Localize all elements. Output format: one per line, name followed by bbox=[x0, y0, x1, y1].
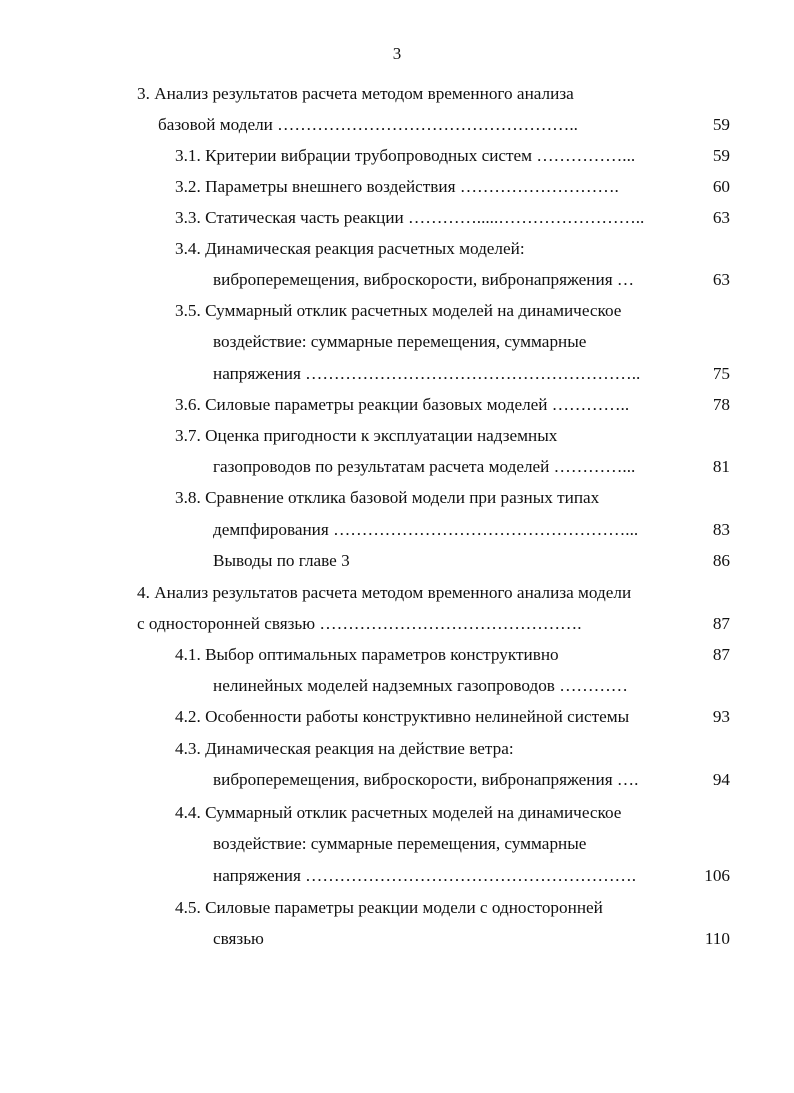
toc-entry-3-6: 3.6. Силовые параметры реакции базовых моделей ………….. bbox=[175, 395, 630, 414]
toc-entry-4-4-page: 106 bbox=[704, 866, 730, 885]
toc-entry-3-title-line1: 3. Анализ результатов расчета методом временного анализа bbox=[137, 84, 574, 103]
toc-entry-4-2-page: 93 bbox=[712, 707, 730, 726]
toc-entry-3-5-line3: напряжения ………………………………………………….. bbox=[213, 364, 641, 383]
toc-entry-3-7-line2: газопроводов по результатам расчета моделей …………... bbox=[213, 457, 636, 476]
toc-entry-3-5-line1: 3.5. Суммарный отклик расчетных моделей на динамическое bbox=[175, 301, 622, 320]
toc-entry-3-4-page: 63 bbox=[712, 270, 730, 289]
toc-entry-3-2-page: 60 bbox=[712, 177, 730, 196]
toc-entry-3-8-line2: демпфирования ……………………………………………... bbox=[213, 520, 639, 539]
toc-entry-3-4-line1: 3.4. Динамическая реакция расчетных моделей: bbox=[175, 239, 525, 258]
toc-entry-3-8-page: 83 bbox=[712, 520, 730, 539]
toc-entry-3-2: 3.2. Параметры внешнего воздействия ………………………. bbox=[175, 177, 619, 196]
toc-entry-3-page: 59 bbox=[712, 115, 730, 134]
toc-entry-4-5-line2: связью bbox=[213, 929, 264, 948]
toc-entry-3-conclusions: Выводы по главе 3 bbox=[213, 551, 350, 570]
toc-entry-4-title-line2: с односторонней связью ………………………………………. bbox=[137, 614, 582, 633]
toc-entry-4-page: 87 bbox=[712, 614, 730, 633]
toc-entry-4-3-line2: виброперемещения, виброскорости, вибронапряжения …. bbox=[213, 770, 639, 789]
toc-entry-3-3: 3.3. Статическая часть реакции ………….....…………………….. bbox=[175, 208, 645, 227]
toc-entry-4-4-line3: напряжения …………………………………………………. bbox=[213, 866, 637, 885]
toc-entry-4-1-line1: 4.1. Выбор оптимальных параметров конструктивно bbox=[175, 645, 559, 664]
toc-entry-3-6-page: 78 bbox=[712, 395, 730, 414]
toc-entry-3-8-line1: 3.8. Сравнение отклика базовой модели при разных типах bbox=[175, 488, 600, 507]
toc-entry-3-3-page: 63 bbox=[712, 208, 730, 227]
toc-entry-4-3-line1: 4.3. Динамическая реакция на действие ветра: bbox=[175, 739, 514, 758]
toc-entry-4-title-line1: 4. Анализ результатов расчета методом временного анализа модели bbox=[137, 583, 632, 602]
toc-entry-4-5-line1: 4.5. Силовые параметры реакции модели с односторонней bbox=[175, 898, 603, 917]
toc-entry-3-conclusions-page: 86 bbox=[712, 551, 730, 570]
toc-entry-3-7-line1: 3.7. Оценка пригодности к эксплуатации надземных bbox=[175, 426, 558, 445]
page-number: 3 bbox=[392, 44, 402, 63]
toc-entry-3-5-page: 75 bbox=[712, 364, 730, 383]
toc-entry-4-3-page: 94 bbox=[712, 770, 730, 789]
toc-entry-3-4-line2: виброперемещения, виброскорости, вибронапряжения … bbox=[213, 270, 635, 289]
toc-entry-4-2: 4.2. Особенности работы конструктивно нелинейной системы bbox=[175, 707, 630, 726]
toc-entry-3-1-page: 59 bbox=[712, 146, 730, 165]
toc-entry-3-title-line2: базовой модели …………………………………………….. bbox=[158, 115, 578, 134]
toc-entry-3-7-page: 81 bbox=[712, 457, 730, 476]
toc-entry-4-1-line2: нелинейных моделей надземных газопроводов ………… bbox=[213, 676, 628, 695]
toc-entry-3-5-line2: воздействие: суммарные перемещения, суммарные bbox=[213, 332, 587, 351]
toc-entry-4-1-page: 87 bbox=[712, 645, 730, 664]
toc-entry-4-4-line2: воздействие: суммарные перемещения, суммарные bbox=[213, 834, 587, 853]
toc-entry-4-4-line1: 4.4. Суммарный отклик расчетных моделей на динамическое bbox=[175, 803, 622, 822]
toc-entry-4-5-page: 110 bbox=[704, 929, 730, 948]
toc-entry-3-1: 3.1. Критерии вибрации трубопроводных систем ……………... bbox=[175, 146, 636, 165]
